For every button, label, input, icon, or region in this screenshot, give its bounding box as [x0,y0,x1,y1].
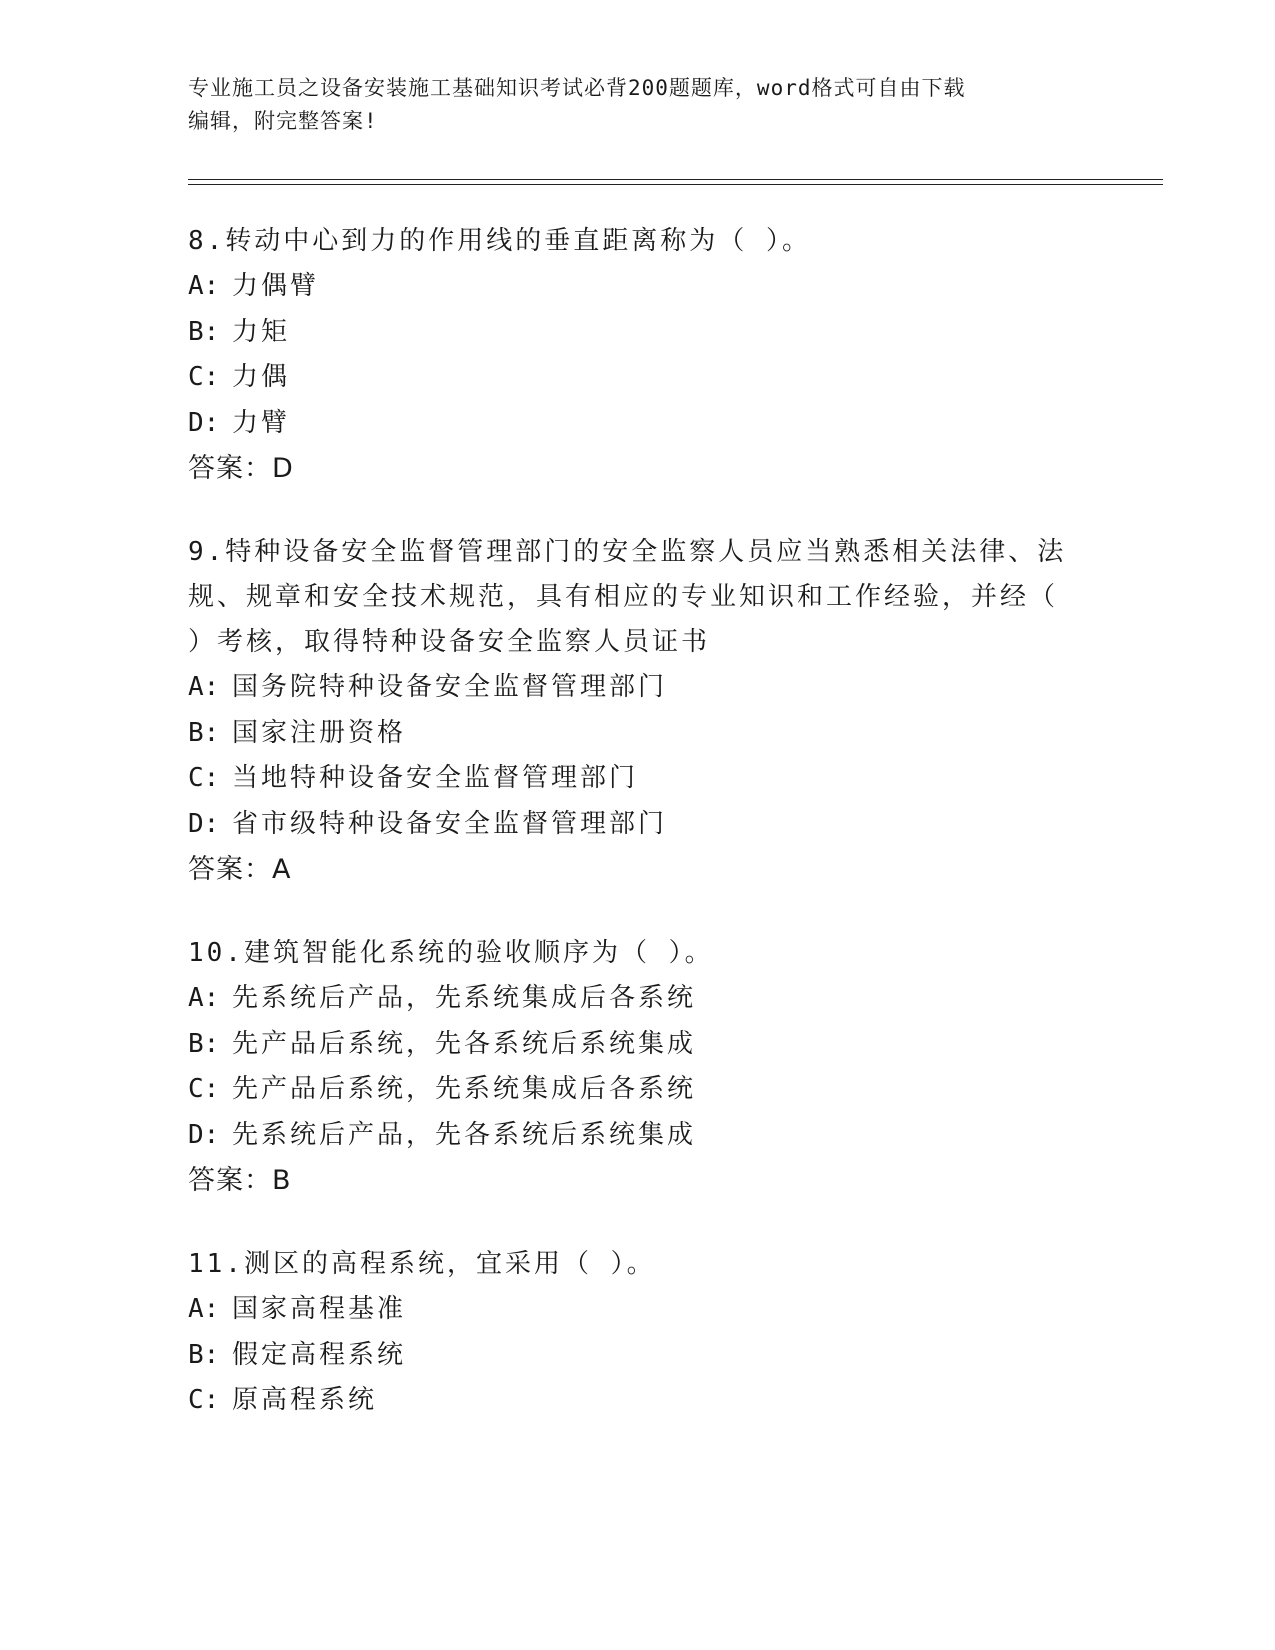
option-letter: A: [188,983,220,1013]
option-a [188,976,1068,1022]
option-text: 原高程系统 [232,1385,378,1415]
option-letter: A: [188,271,220,301]
option-letter: D: [188,808,220,839]
option-text: 省市级特种设备安全监督管理部门 [232,808,668,839]
option-letter: D: [188,407,220,438]
question-9 [188,530,1068,893]
question-10 [188,931,1068,1204]
option-text: 国家注册资格 [232,717,407,748]
option-d [188,401,1068,447]
option-letter: A: [188,672,220,702]
option-letter: C: [188,362,220,392]
option-c [188,355,1068,401]
question-text: 10.建筑智能化系统的验收顺序为（ ）。 [188,938,714,968]
answer-line: 答案：A [188,854,292,885]
option-a [188,665,1068,711]
header-rule-top [188,179,1163,180]
answer-line: 答案：D [188,453,294,484]
option-text: 假定高程系统 [232,1339,407,1370]
header-rule-bottom [188,184,1163,185]
question-text: 8.转动中心到力的作用线的垂直距离称为（ ）。 [188,226,811,256]
option-letter: B: [188,1339,220,1370]
option-text: 力偶 [232,362,291,392]
option-letter: C: [188,763,220,793]
document-header [188,72,1088,138]
option-letter: C: [188,1074,220,1104]
option-b [188,711,1068,757]
option-b [188,310,1068,356]
option-text: 先系统后产品，先各系统后系统集成 [232,1119,697,1150]
option-text: 力臂 [232,407,291,438]
answer-line: 答案：B [188,1165,292,1196]
question-text: ）考核，取得特种设备安全监察人员证书 [188,627,711,657]
question-8 [188,219,1068,492]
option-d [188,802,1068,848]
option-c [188,756,1068,802]
option-a [188,264,1068,310]
option-text: 力矩 [232,316,291,347]
question-text: 9.特种设备安全监督管理部门的安全监察人员应当熟悉相关法律、法 [188,537,1067,567]
question-list [188,219,1068,1462]
option-text: 先系统后产品，先系统集成后各系统 [232,983,697,1013]
option-a [188,1287,1068,1333]
option-text: 当地特种设备安全监督管理部门 [232,763,639,793]
question-text: 11.测区的高程系统，宜采用（ ）。 [188,1249,656,1279]
option-b [188,1022,1068,1068]
option-c [188,1067,1068,1113]
option-letter: A: [188,1294,220,1324]
option-letter: B: [188,717,220,748]
question-11 [188,1242,1068,1424]
option-text: 先产品后系统，先各系统后系统集成 [232,1028,697,1059]
option-c [188,1378,1068,1424]
option-letter: C: [188,1385,220,1415]
option-letter: B: [188,316,220,347]
header-line-2: 编辑，附完整答案! [188,109,378,133]
option-b [188,1333,1068,1379]
option-text: 国家高程基准 [232,1294,407,1324]
option-text: 力偶臂 [232,271,320,301]
question-text: 规、规章和安全技术规范，具有相应的专业知识和工作经验，并经（ [188,582,1059,612]
option-text: 先产品后系统，先系统集成后各系统 [232,1074,697,1104]
option-letter: B: [188,1028,220,1059]
option-d [188,1113,1068,1159]
option-letter: D: [188,1119,220,1150]
header-line-1: 专业施工员之设备安装施工基础知识考试必背200题题库，word格式可自由下载 [188,76,966,100]
option-text: 国务院特种设备安全监督管理部门 [232,672,668,702]
